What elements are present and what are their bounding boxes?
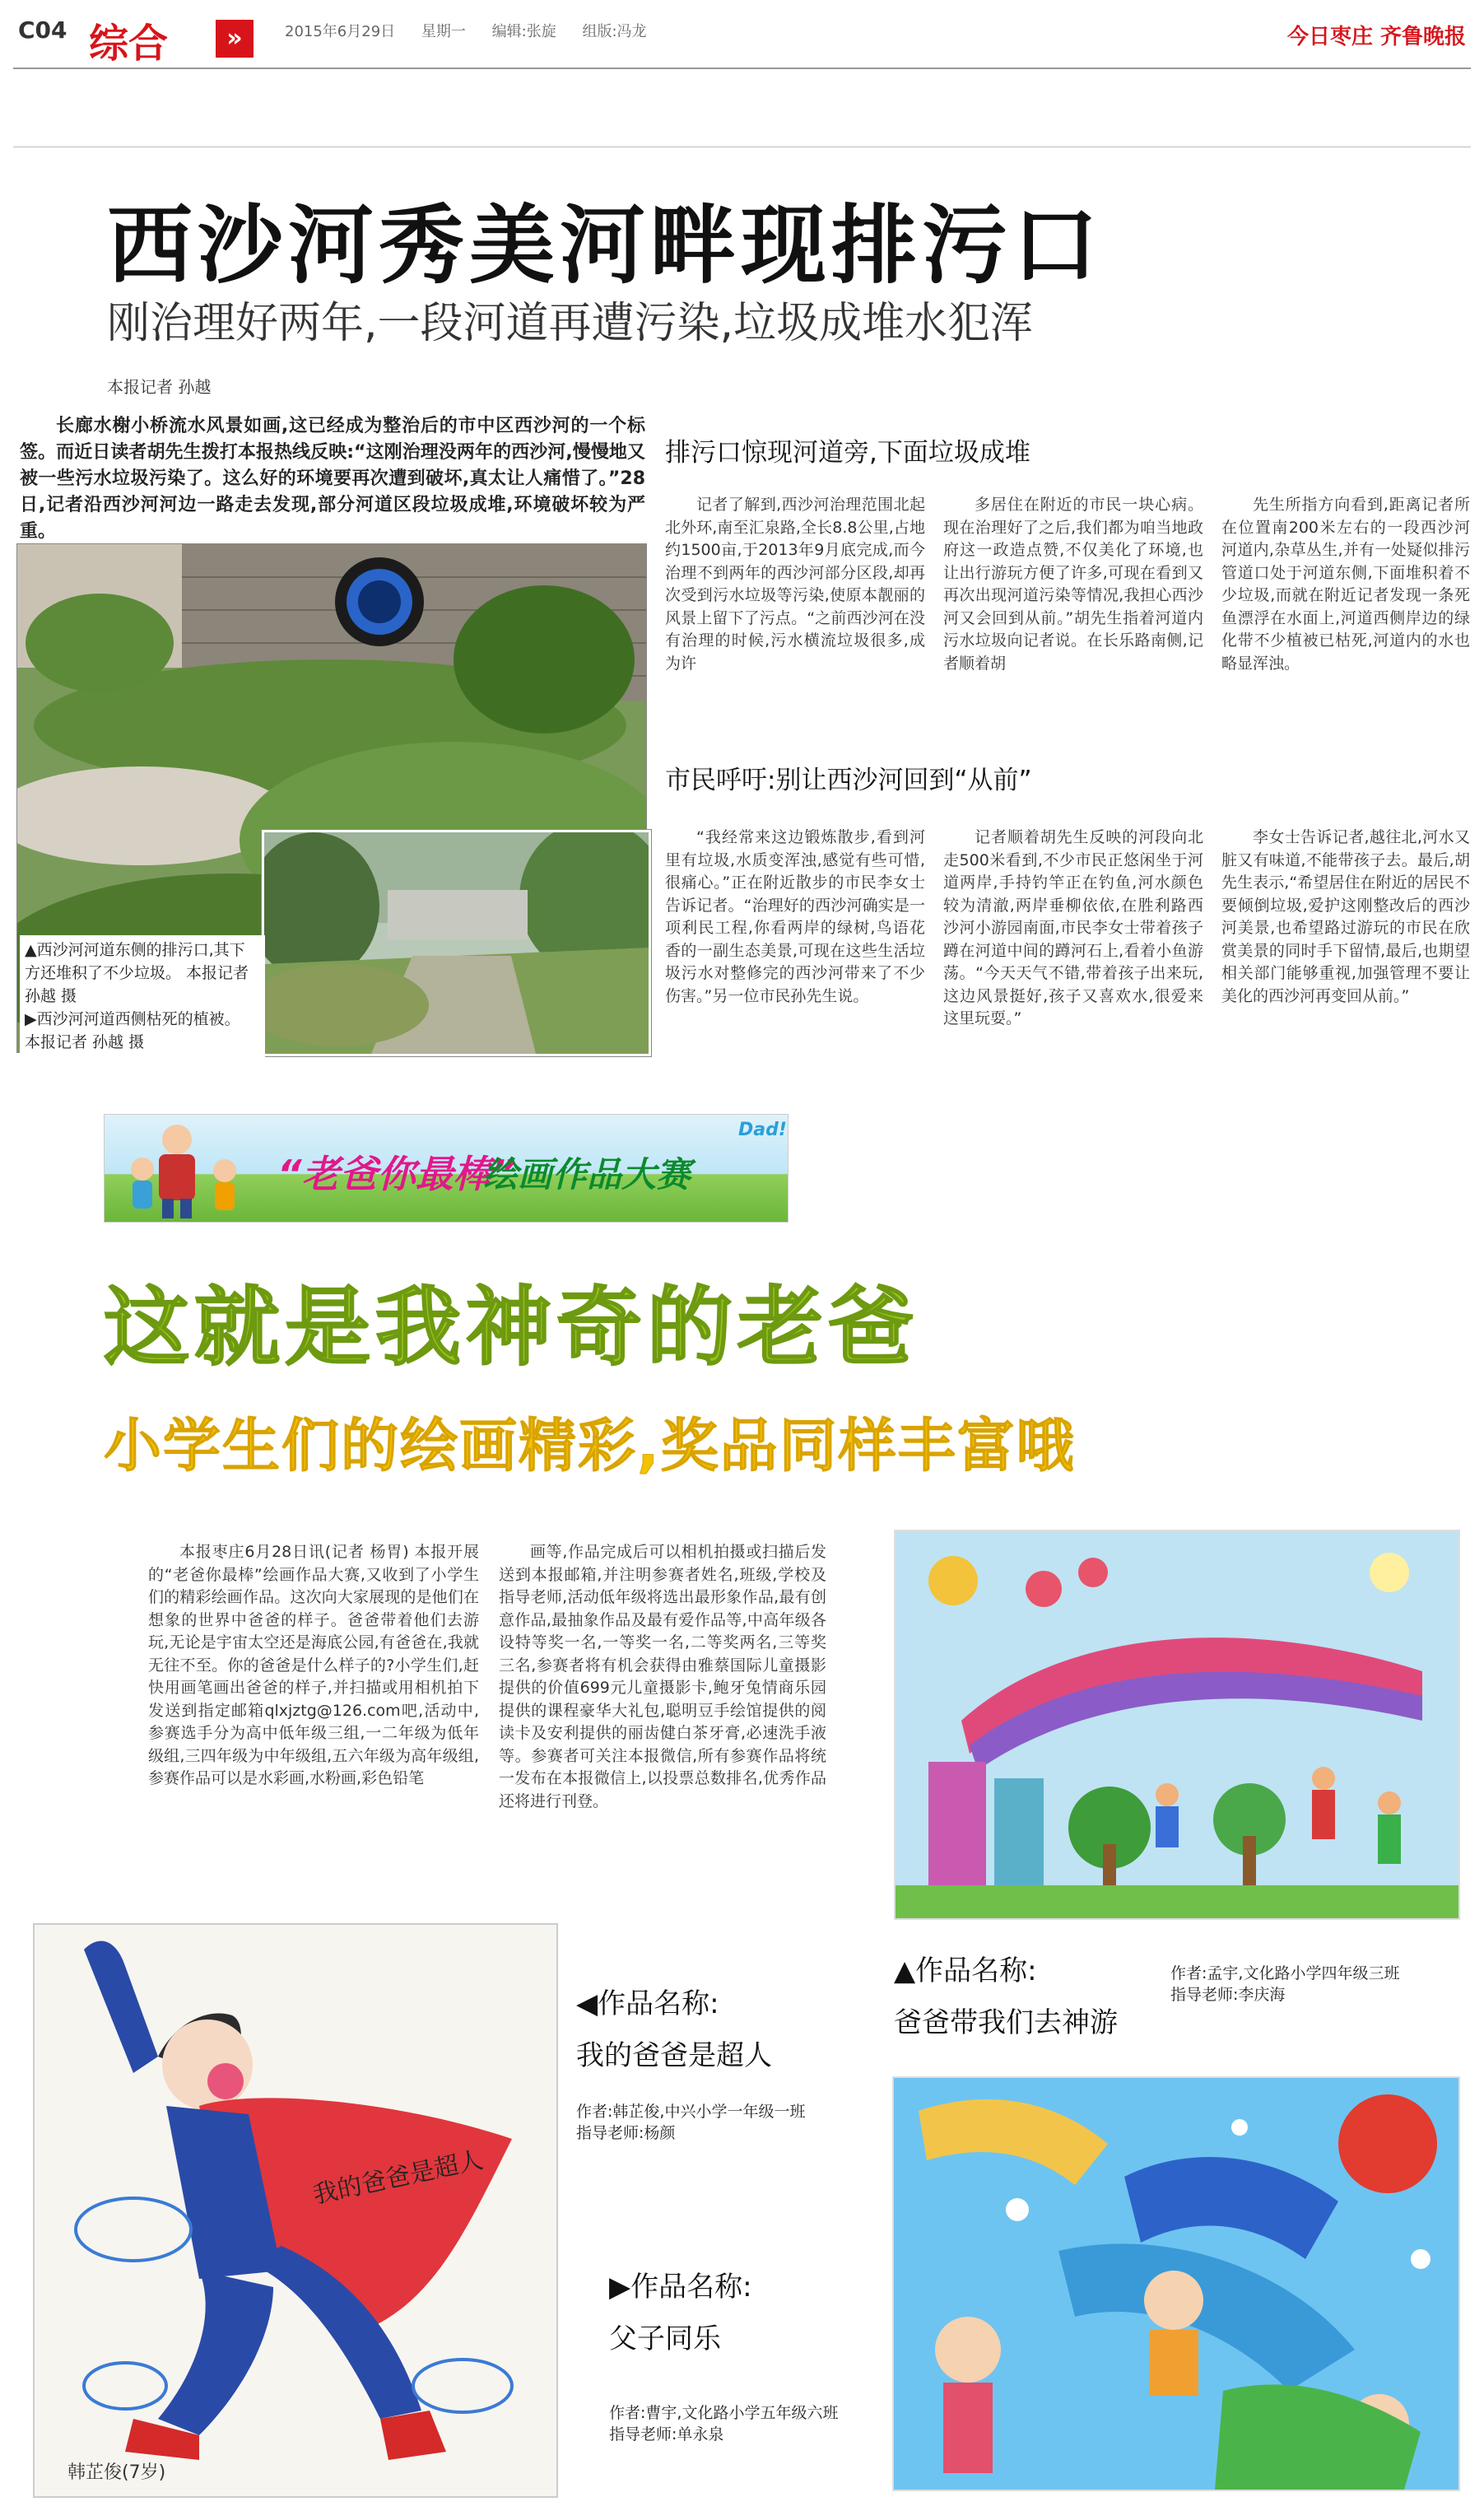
contest-banner bbox=[104, 1114, 789, 1223]
section2-column-3: 李女士告诉记者,越往北,河水又脏又有味道,不能带孩子去。最后,胡先生表示,“希望居住在附近的居民不要倾倒垃圾,爱护这刚整改后的西沙河美景,也希望路过游玩的市民在欣赏美景的同时手下留情,最后,也期望相关部门能够重视,加强管理不要让美化的西沙河再变回从前。” bbox=[1221, 828, 1470, 1005]
banner-dad-bubble: Dad! bbox=[738, 1120, 787, 1140]
header-divider bbox=[13, 68, 1471, 69]
section2-column-2: 记者顺着胡先生反映的河段向北走500米看到,不少市民正悠闲坐于河道两岸,手持钓竿正在钓鱼,河水颜色较为清澈,两岸垂柳依依,在胜利路西沙河小游园南面,市民李女士带着孩子蹲在河道中间的蹲河石上,看着小鱼游荡。“今天天气不错,带着孩子出来玩,这边风景挺好,孩子又喜欢水,很爱来这里玩耍。” bbox=[943, 828, 1203, 1027]
article-subhead: 刚治理好两年,一段河道再遭污染,垃圾成堆水犯浑 bbox=[107, 299, 1034, 348]
editor-credit: 编辑:张旋 bbox=[491, 23, 556, 40]
section-title: 综合 bbox=[89, 21, 169, 67]
superhero-signature: 韩芷俊(7岁) bbox=[67, 2462, 166, 2483]
issue-weekday: 星期一 bbox=[421, 23, 466, 40]
work-superhero-info bbox=[576, 1981, 805, 2144]
newspaper-brand: 今日枣庄 齐鲁晚报 bbox=[1286, 25, 1466, 49]
work-label: ◀作品名称: bbox=[576, 1987, 719, 2020]
artwork-father-son-image bbox=[894, 2078, 1458, 2490]
work-label: ▲作品名称: bbox=[894, 1954, 1037, 1987]
work-teacher: 指导老师:杨颜 bbox=[576, 2124, 676, 2142]
article-byline: 本报记者 孙越 bbox=[107, 377, 212, 397]
section1-column-2: 多居住在附近的市民一块心病。现在治理好了之后,我们都为咱当地政府这一政造点赞,不仅美化了环境,也让出行游玩方便了许多,可现在看到又再次出现河道污染等情况,我担心西沙河又会回到从前。”胡先生指着河道内污水垃圾向记者说。在长乐路南侧,记者顺着胡 bbox=[943, 496, 1203, 673]
work-label: ▶作品名称: bbox=[609, 2271, 752, 2304]
artwork-father-son bbox=[892, 2076, 1460, 2491]
banner-title: “老爸你最棒” bbox=[277, 1152, 516, 1196]
work-author: 作者:韩芷俊,中兴小学一年级一班 bbox=[576, 2103, 806, 2121]
issue-date: 2015年6月29日 bbox=[285, 23, 396, 40]
work-space-trip-info bbox=[894, 1948, 1118, 2040]
section1-column-3: 先生所指方向看到,距离记者所在位置南200米左右的一段西沙河河道内,杂草丛生,并有一处疑似排污管道口处于河道东侧,下面堆积着不少垃圾,而就在附近记者发现一条死鱼漂浮在水面上,河道西侧岸边的绿化带不少植被已枯死,河道内的水也略显浑浊。 bbox=[1221, 496, 1470, 673]
work-teacher: 指导老师:单永泉 bbox=[609, 2425, 724, 2443]
section2-column-1: “我经常来这边锻炼散步,看到河里有垃圾,水质变浑浊,感觉有些可惜,很痛心。”正在附近散步的市民李女士告诉记者。“治理好的西沙河确实是一项利民工程,你看两岸的绿树,鸟语花香的一副生态美景,可现在这些生活垃圾污水对整修完的西沙河带来了不少伤害。”另一位市民孙先生说。 bbox=[665, 828, 925, 1005]
layout-credit: 组版:冯龙 bbox=[582, 23, 647, 40]
work-teacher: 指导老师:李庆海 bbox=[1170, 1986, 1286, 2004]
work-title: 我的爸爸是超人 bbox=[576, 2039, 772, 2072]
photo-caption-drain: ▲西沙河河道东侧的排污口,其下方还堆积了不少垃圾。 本报记者 孙越 摄 bbox=[25, 941, 249, 1005]
superhero-caption: 我的爸爸是超人 bbox=[310, 2145, 486, 2211]
section1-heading: 排污口惊现河道旁,下面垃圾成堆 bbox=[665, 438, 1030, 468]
river-photo-plants-image bbox=[264, 832, 649, 1054]
work-author: 作者:曹宇,文化路小学五年级六班 bbox=[609, 2404, 839, 2422]
article-headline: 西沙河秀美河畔现排污口 bbox=[107, 195, 1104, 296]
artwork-superhero-dad-image bbox=[35, 1925, 556, 2496]
section-arrow-icon: » bbox=[216, 20, 254, 58]
artwork-space-trip bbox=[894, 1530, 1460, 1920]
work-father-son-info bbox=[609, 2264, 838, 2445]
contest-headline: 这就是我神奇的老爸 bbox=[104, 1277, 919, 1377]
artwork-superhero-dad bbox=[33, 1923, 558, 2498]
photo-caption-plants: ▶西沙河河道西侧枯死的植被。 本报记者 孙越 摄 bbox=[25, 1010, 240, 1051]
banner-subtitle: 绘画作品大赛 bbox=[483, 1154, 691, 1195]
section1-column-1: 记者了解到,西沙河治理范围北起北外环,南至汇泉路,全长8.8公里,占地约1500亩,于2013年9月底完成,而今治理不到两年的西沙河部分区段,却再次受到污水垃圾等污染,使原本靓丽的风景上留下了污点。“之前西沙河在没有治理的时候,污水横流垃圾很多,成为许 bbox=[665, 496, 925, 673]
family-illustration-icon bbox=[119, 1121, 267, 1218]
work-title: 父子同乐 bbox=[609, 2322, 721, 2355]
work-author: 作者:孟宇,文化路小学四年级三班 bbox=[1170, 1964, 1400, 1982]
contest-column-2: 画等,作品完成后可以相机拍摄或扫描后发送到本报邮箱,并注明参赛者姓名,班级,学校及指导老师,活动低年级将选出最形象作品,最有创意作品,最抽象作品及最有爱作品等,中高年级各设特等奖一名,一等奖一名,二等奖两名,三等奖三名,参赛者将有机会获得由雅蔡国际儿童摄影提供的价值699元儿童摄影卡,鲍牙兔情商乐园提供的课程豪华大礼包,聪明豆手绘馆提供的阅读卡及安利提供的丽齿健白茶牙膏,必速洗手液等。参赛者可关注本报微信,所有参赛作品将统一发布在本报微信上,以投票总数排名,优秀作品还将进行刊登。 bbox=[499, 1543, 826, 1810]
work-space-trip-author bbox=[1170, 1963, 1399, 2006]
work-title: 爸爸带我们去神游 bbox=[894, 2006, 1118, 2039]
page-number: C04 bbox=[18, 16, 67, 44]
header-meta bbox=[285, 20, 668, 41]
section2-heading: 市民呼吁:别让西沙河回到“从前” bbox=[665, 766, 1032, 795]
contest-column-1: 本报枣庄6月28日讯(记者 杨胃) 本报开展的“老爸你最棒”绘画作品大赛,又收到了小学生们的精彩绘画作品。这次向大家展现的是他们在想象的世界中爸爸的样子。爸爸带着他们去游玩,无论是宇宙太空还是海底公园,有爸爸在,我就无往不至。你的爸爸是什么样子的?小学生们,赶快用画笔画出爸爸的样子,并扫描或用相机拍下发送到指定邮箱qlxjztg@126.com吧,活动中,参赛选手分为高中低年级三组,一二年级为低年级组,三四年级为中年级组,五六年级为高年级组,参赛作品可以是水彩画,水粉画,彩色铅笔 bbox=[148, 1543, 479, 1787]
photo-caption-box bbox=[20, 935, 265, 1057]
river-photo-plants bbox=[262, 830, 651, 1056]
artwork-space-trip-image bbox=[896, 1531, 1458, 1918]
contest-subhead: 小学生们的绘画精彩,奖品同样丰富哦 bbox=[104, 1412, 1076, 1479]
article-lede: 长廊水榭小桥流水风景如画,这已经成为整治后的市中区西沙河的一个标签。而近日读者胡先生拨打本报热线反映:“这刚治理没两年的西沙河,慢慢地又被一些污水垃圾污染了。这么好的环境要再次遭到破坏,真太让人痛惜了。”28日,记者沿西沙河河边一路走去发现,部分河道区段垃圾成堆,环境破坏较为严重。 bbox=[20, 416, 645, 542]
